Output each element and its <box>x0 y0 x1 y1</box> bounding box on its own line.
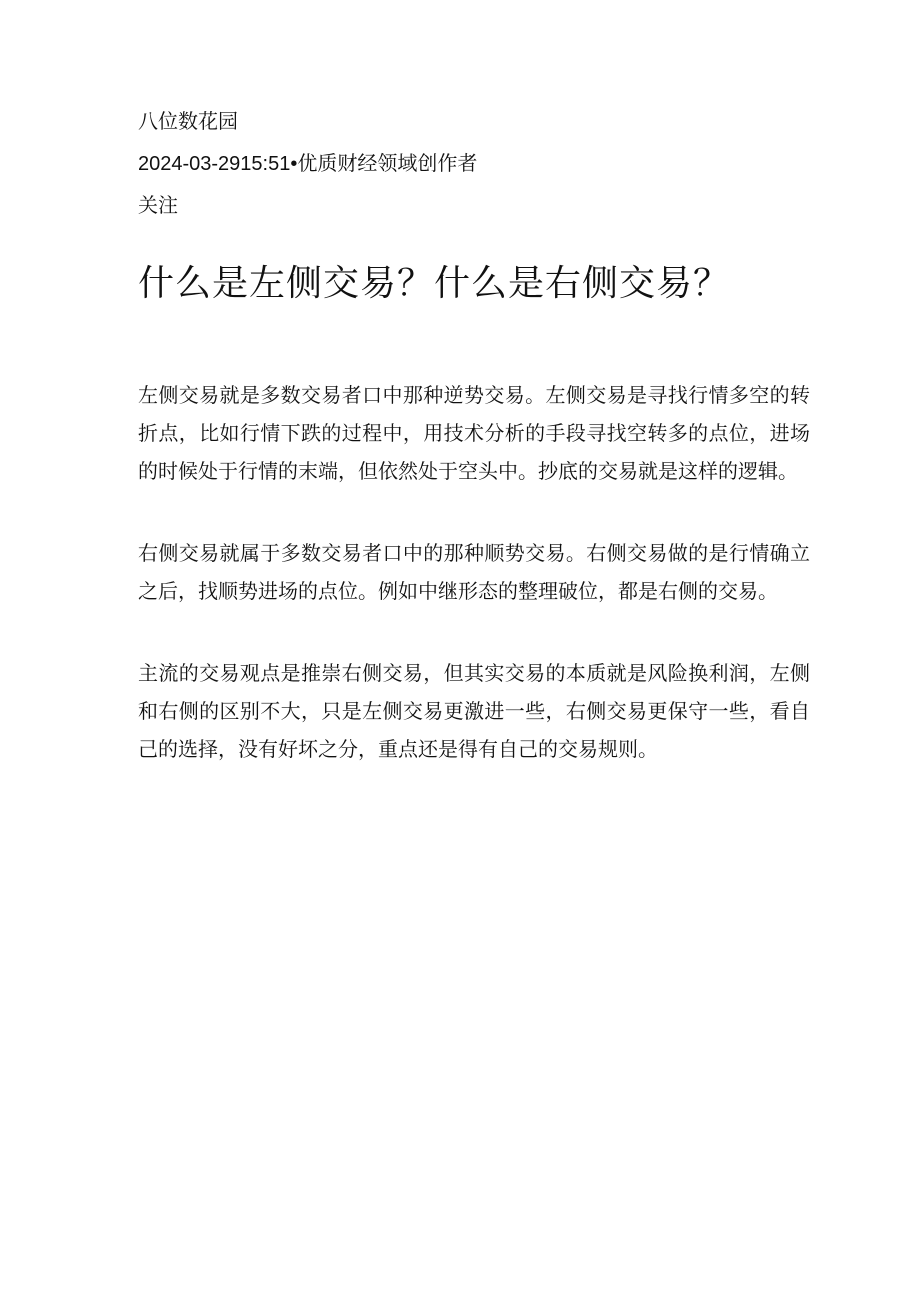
article-body <box>138 376 810 768</box>
follow-row <box>138 188 810 224</box>
article-paragraph: 主流的交易观点是推崇右侧交易，但其实交易的本质就是风险换利润，左侧和右侧的区别不大，只是左侧交易更激进一些，右侧交易更保守一些，看自己的选择，没有好坏之分，重点还是得有自己的交易规则。 <box>138 661 810 761</box>
article-paragraph: 左侧交易就是多数交易者口中那种逆势交易。左侧交易是寻找行情多空的转折点，比如行情下跌的过程中，用技术分析的手段寻找空转多的点位，进场的时候处于行情的末端，但依然处于空头中。抄底的交易就是这样的逻辑。 <box>138 383 810 483</box>
article-title: 什么是左侧交易？什么是右侧交易？ <box>138 263 731 304</box>
article-paragraph: 右侧交易就属于多数交易者口中的那种顺势交易。右侧交易做的是行情确立之后，找顺势进场的点位。例如中继形态的整理破位，都是右侧的交易。 <box>138 541 810 603</box>
author-name[interactable]: 八位数花园 <box>138 111 238 133</box>
publish-info: 2024-03-2915:51•优质财经领域创作者 <box>138 153 478 175</box>
follow-button[interactable]: 关注 <box>138 195 178 217</box>
article-container <box>138 104 810 812</box>
